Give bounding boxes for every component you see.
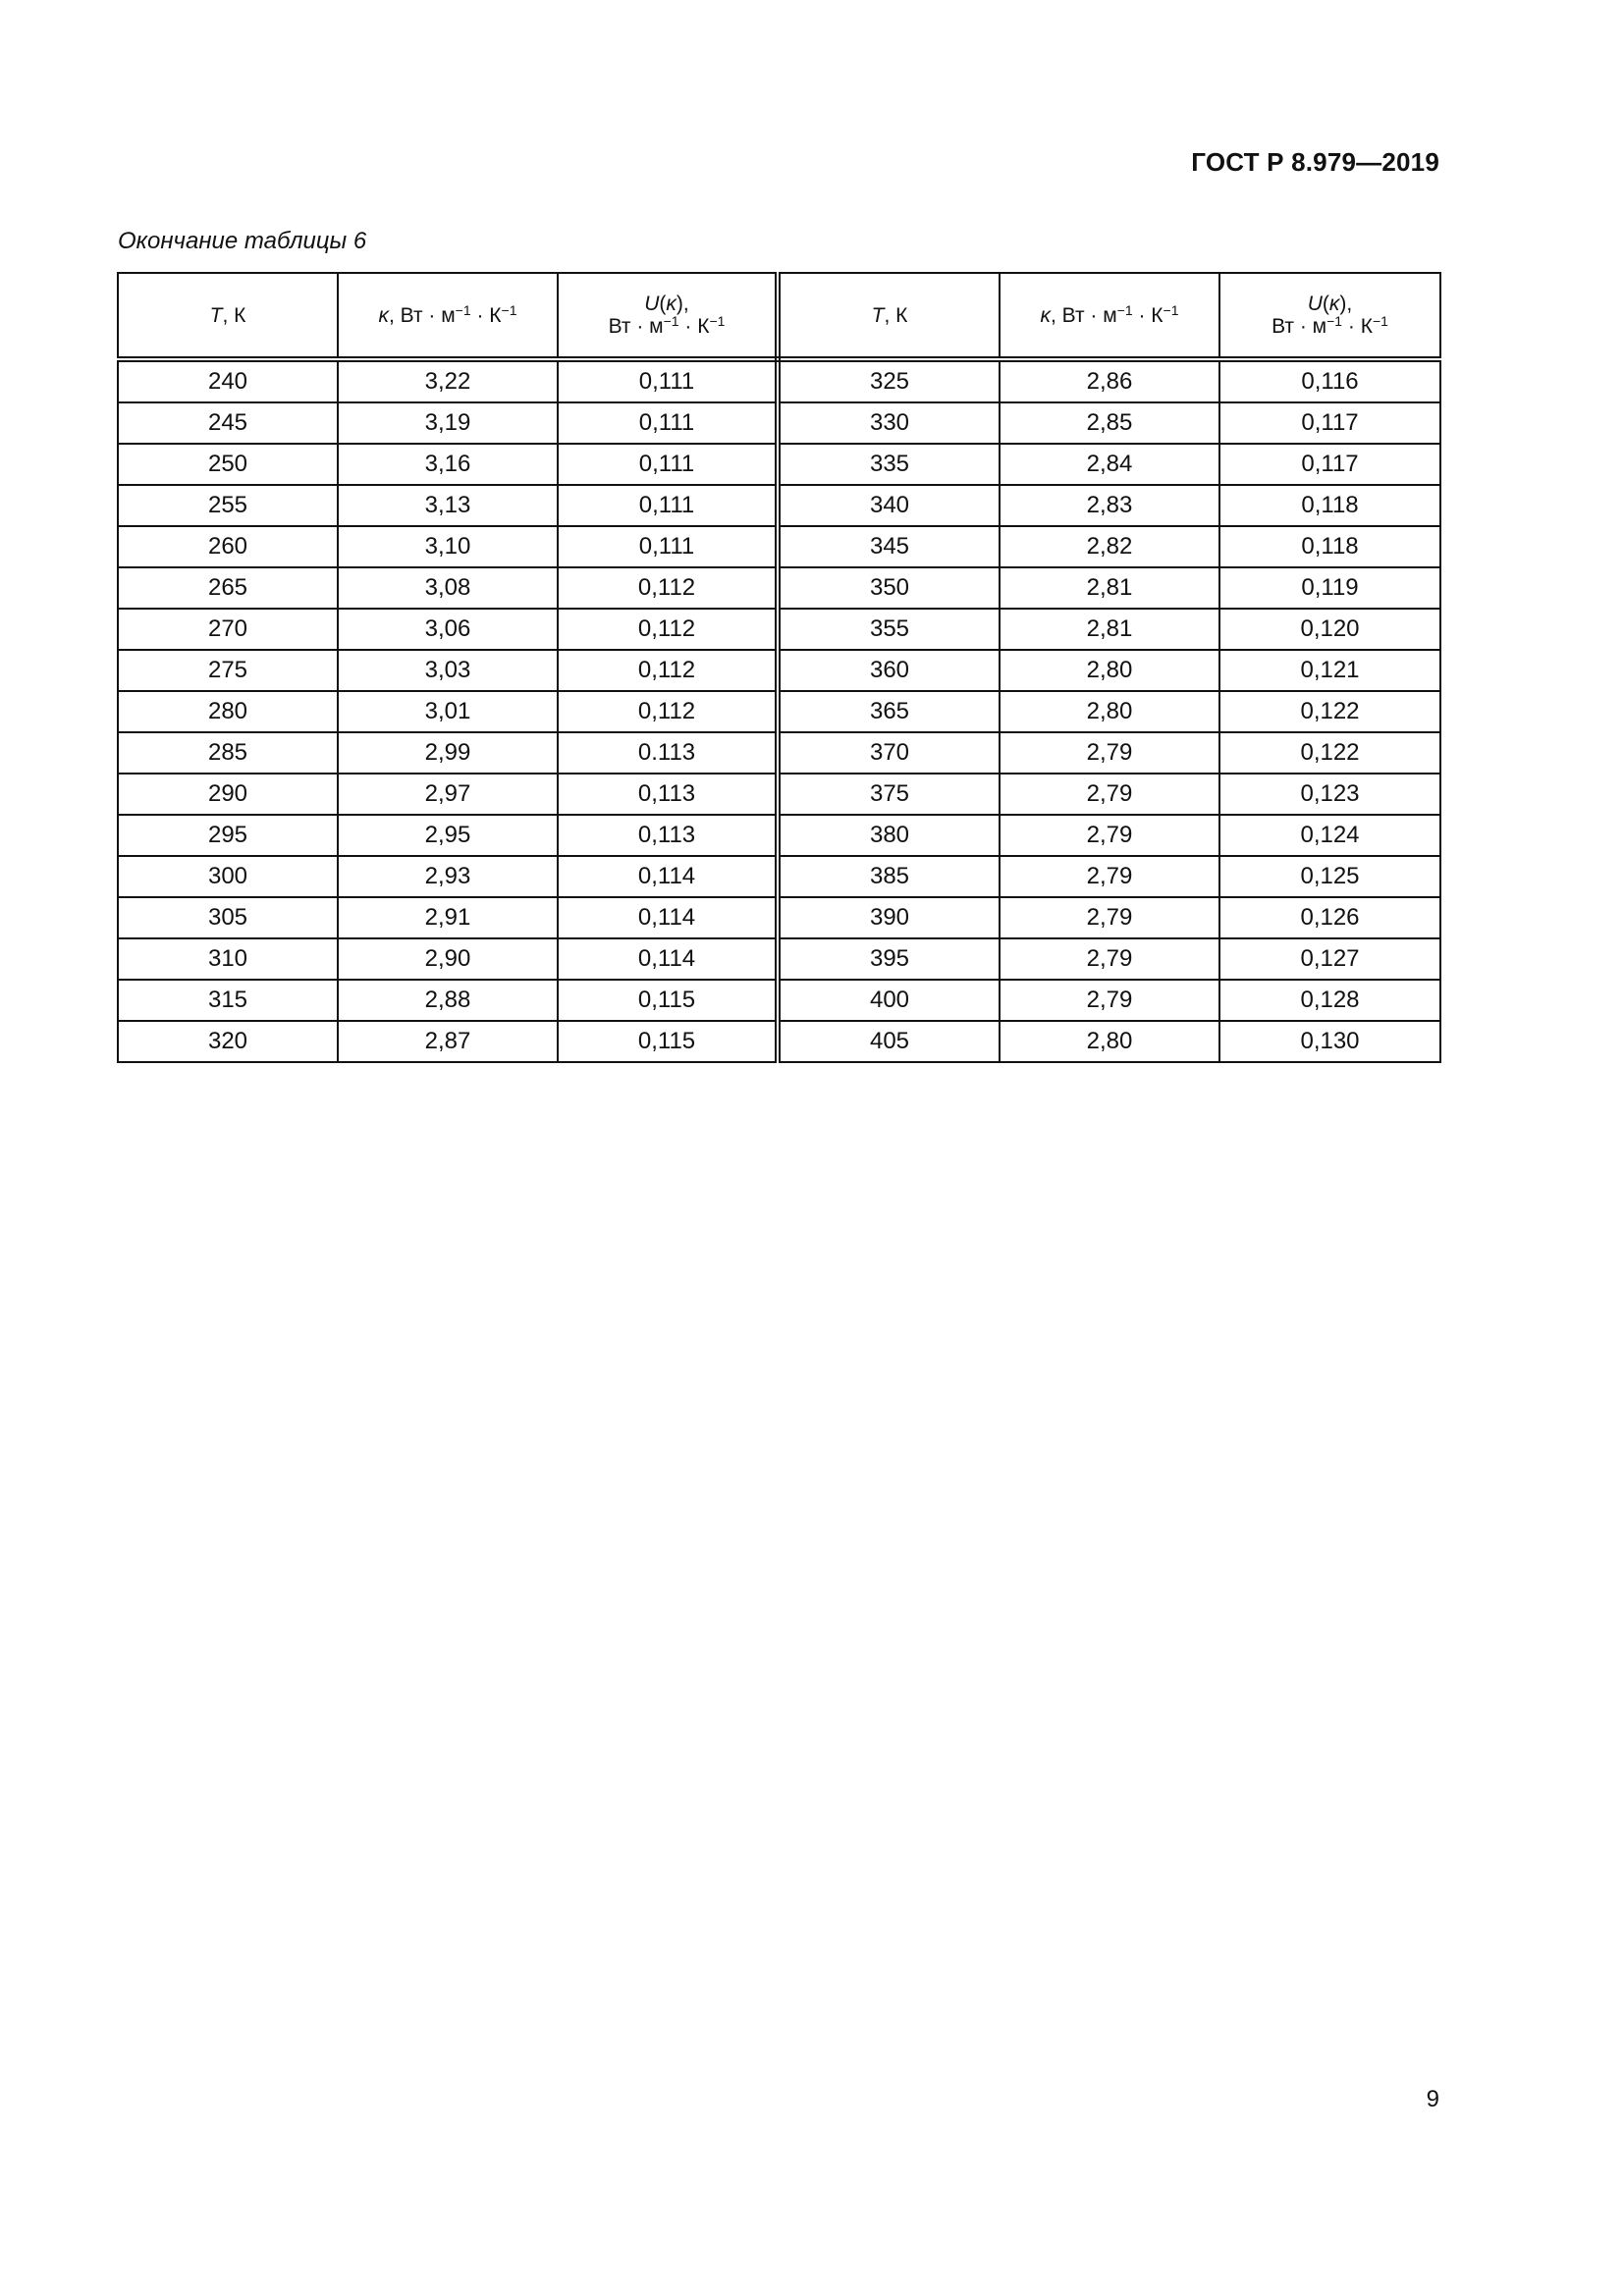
temperature-cell: 340 <box>778 485 1000 526</box>
conductivity-cell: 2,79 <box>1000 938 1219 980</box>
table-body <box>118 359 1440 1062</box>
conductivity-cell: 2,86 <box>1000 359 1219 402</box>
table-header-row <box>118 273 1440 359</box>
column-header-temperature: T, К <box>118 273 338 359</box>
table-row <box>118 815 1440 856</box>
temperature-cell: 400 <box>778 980 1000 1021</box>
conductivity-cell: 2,82 <box>1000 526 1219 567</box>
table-row <box>118 897 1440 938</box>
column-header-conductivity: κ, Вт · $м^{-1} \cdot К^{-1}$ <box>338 273 558 359</box>
conductivity-cell: 2,85 <box>1000 402 1219 444</box>
table-row <box>118 526 1440 567</box>
uncertainty-cell: 0,123 <box>1219 774 1440 815</box>
temperature-cell: 255 <box>118 485 338 526</box>
temperature-cell: 320 <box>118 1021 338 1062</box>
temperature-cell: 290 <box>118 774 338 815</box>
column-header-uncertainty: U(κ), Вт · $м^{-1} \cdot К^{-1}$ <box>558 273 778 359</box>
conductivity-cell: 2,80 <box>1000 650 1219 691</box>
uncertainty-cell: 0,113 <box>558 815 778 856</box>
table-row <box>118 1021 1440 1062</box>
uncertainty-cell: 0,118 <box>1219 485 1440 526</box>
uncertainty-cell: 0,130 <box>1219 1021 1440 1062</box>
uncertainty-cell: 0,112 <box>558 691 778 732</box>
conductivity-cell: 2,79 <box>1000 897 1219 938</box>
temperature-cell: 335 <box>778 444 1000 485</box>
table-row <box>118 980 1440 1021</box>
temperature-cell: 250 <box>118 444 338 485</box>
table-row <box>118 732 1440 774</box>
table-row <box>118 609 1440 650</box>
uncertainty-cell: 0,114 <box>558 856 778 897</box>
table-row <box>118 856 1440 897</box>
temperature-cell: 270 <box>118 609 338 650</box>
temperature-cell: 385 <box>778 856 1000 897</box>
uncertainty-cell: 0,117 <box>1219 444 1440 485</box>
conductivity-cell: 2,88 <box>338 980 558 1021</box>
conductivity-cell: 2,84 <box>1000 444 1219 485</box>
temperature-cell: 275 <box>118 650 338 691</box>
conductivity-cell: 2,81 <box>1000 609 1219 650</box>
temperature-cell: 405 <box>778 1021 1000 1062</box>
table-row <box>118 691 1440 732</box>
conductivity-cell: 2,79 <box>1000 856 1219 897</box>
uncertainty-cell: 0,112 <box>558 609 778 650</box>
uncertainty-cell: 0,111 <box>558 402 778 444</box>
temperature-cell: 260 <box>118 526 338 567</box>
temperature-cell: 390 <box>778 897 1000 938</box>
temperature-cell: 305 <box>118 897 338 938</box>
uncertainty-cell: 0,116 <box>1219 359 1440 402</box>
temperature-cell: 315 <box>118 980 338 1021</box>
uncertainty-cell: 0,115 <box>558 1021 778 1062</box>
conductivity-cell: 2,93 <box>338 856 558 897</box>
temperature-cell: 295 <box>118 815 338 856</box>
conductivity-cell: 3,22 <box>338 359 558 402</box>
table-row <box>118 774 1440 815</box>
uncertainty-cell: 0,124 <box>1219 815 1440 856</box>
temperature-cell: 265 <box>118 567 338 609</box>
temperature-cell: 280 <box>118 691 338 732</box>
uncertainty-cell: 0,117 <box>1219 402 1440 444</box>
temperature-cell: 300 <box>118 856 338 897</box>
uncertainty-cell: 0,114 <box>558 897 778 938</box>
temperature-cell: 350 <box>778 567 1000 609</box>
temperature-cell: 345 <box>778 526 1000 567</box>
conductivity-cell: 2,79 <box>1000 980 1219 1021</box>
page-number: 9 <box>1426 2086 1439 2112</box>
table-row <box>118 567 1440 609</box>
column-header-conductivity: κ, Вт · $м^{-1} \cdot К^{-1}$ <box>1000 273 1219 359</box>
temperature-cell: 355 <box>778 609 1000 650</box>
uncertainty-cell: 0,112 <box>558 650 778 691</box>
conductivity-cell: 2,80 <box>1000 1021 1219 1062</box>
document-header: ГОСТ Р 8.979—2019 <box>1191 147 1439 177</box>
conductivity-cell: 2,95 <box>338 815 558 856</box>
uncertainty-cell: 0,122 <box>1219 732 1440 774</box>
temperature-cell: 285 <box>118 732 338 774</box>
conductivity-cell: 2,79 <box>1000 732 1219 774</box>
temperature-cell: 325 <box>778 359 1000 402</box>
conductivity-cell: 3,19 <box>338 402 558 444</box>
uncertainty-cell: 0,111 <box>558 526 778 567</box>
table-caption: Окончание таблицы 6 <box>118 228 367 254</box>
conductivity-cell: 3,10 <box>338 526 558 567</box>
uncertainty-cell: 0,126 <box>1219 897 1440 938</box>
uncertainty-cell: 0,114 <box>558 938 778 980</box>
conductivity-cell: 2,81 <box>1000 567 1219 609</box>
table-row <box>118 938 1440 980</box>
table-row <box>118 359 1440 402</box>
conductivity-cell: 2,79 <box>1000 815 1219 856</box>
conductivity-cell: 3,16 <box>338 444 558 485</box>
uncertainty-cell: 0,115 <box>558 980 778 1021</box>
uncertainty-cell: 0,111 <box>558 359 778 402</box>
uncertainty-cell: 0,120 <box>1219 609 1440 650</box>
conductivity-cell: 2,99 <box>338 732 558 774</box>
temperature-cell: 330 <box>778 402 1000 444</box>
uncertainty-cell: 0,118 <box>1219 526 1440 567</box>
temperature-cell: 395 <box>778 938 1000 980</box>
conductivity-cell: 3,08 <box>338 567 558 609</box>
uncertainty-cell: 0,111 <box>558 485 778 526</box>
temperature-cell: 245 <box>118 402 338 444</box>
temperature-cell: 365 <box>778 691 1000 732</box>
conductivity-cell: 2,79 <box>1000 774 1219 815</box>
conductivity-cell: 2,97 <box>338 774 558 815</box>
conductivity-cell: 3,03 <box>338 650 558 691</box>
uncertainty-cell: 0,121 <box>1219 650 1440 691</box>
data-table <box>117 272 1441 1063</box>
temperature-cell: 370 <box>778 732 1000 774</box>
table-row <box>118 650 1440 691</box>
uncertainty-cell: 0,127 <box>1219 938 1440 980</box>
uncertainty-cell: 0,111 <box>558 444 778 485</box>
column-header-temperature: T, К <box>778 273 1000 359</box>
conductivity-cell: 3,01 <box>338 691 558 732</box>
conductivity-cell: 2,80 <box>1000 691 1219 732</box>
table-row <box>118 402 1440 444</box>
uncertainty-cell: 0,112 <box>558 567 778 609</box>
conductivity-cell: 2,83 <box>1000 485 1219 526</box>
table-row <box>118 444 1440 485</box>
uncertainty-cell: 0,119 <box>1219 567 1440 609</box>
temperature-cell: 310 <box>118 938 338 980</box>
uncertainty-cell: 0,122 <box>1219 691 1440 732</box>
column-header-uncertainty: U(κ), Вт · $м^{-1} \cdot К^{-1}$ <box>1219 273 1440 359</box>
uncertainty-cell: 0.113 <box>558 732 778 774</box>
uncertainty-cell: 0,125 <box>1219 856 1440 897</box>
conductivity-cell: 2,87 <box>338 1021 558 1062</box>
temperature-cell: 380 <box>778 815 1000 856</box>
temperature-cell: 375 <box>778 774 1000 815</box>
conductivity-cell: 2,90 <box>338 938 558 980</box>
table-row <box>118 485 1440 526</box>
temperature-cell: 360 <box>778 650 1000 691</box>
conductivity-cell: 3,06 <box>338 609 558 650</box>
uncertainty-cell: 0,128 <box>1219 980 1440 1021</box>
conductivity-cell: 3,13 <box>338 485 558 526</box>
uncertainty-cell: 0,113 <box>558 774 778 815</box>
conductivity-cell: 2,91 <box>338 897 558 938</box>
temperature-cell: 240 <box>118 359 338 402</box>
